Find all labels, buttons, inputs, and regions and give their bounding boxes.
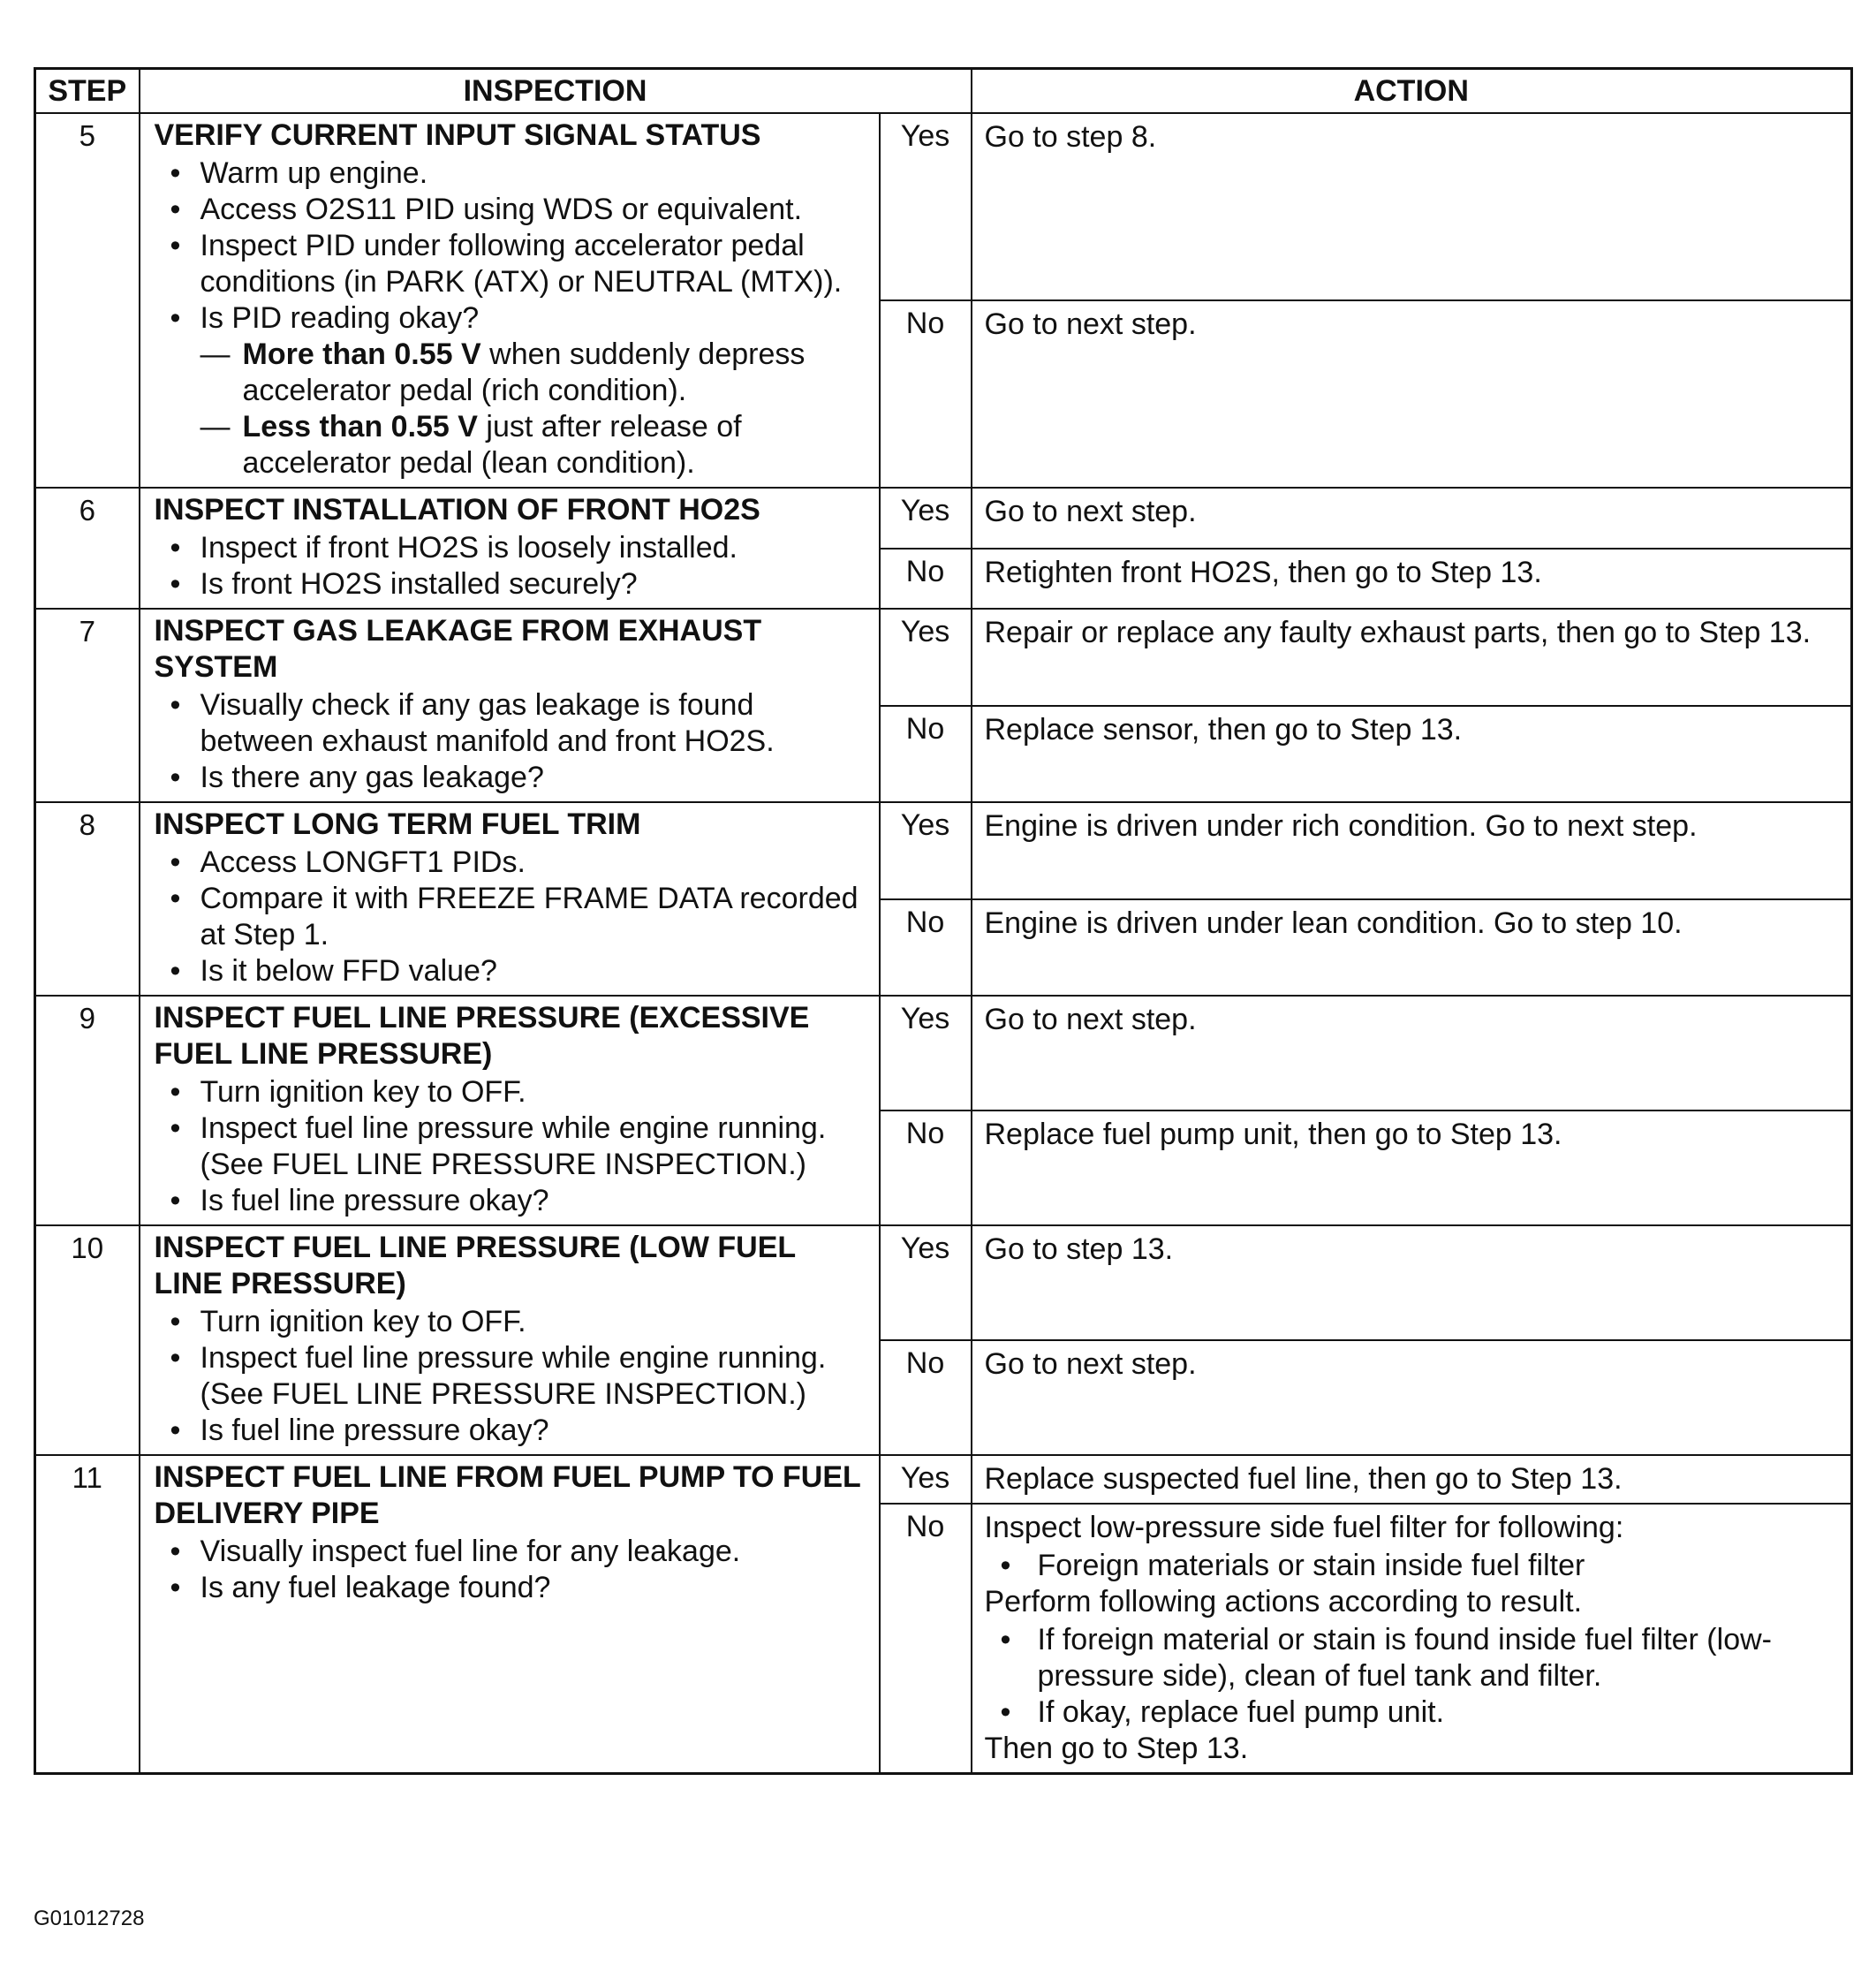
no-action: Retighten front HO2S, then go to Step 13. [972,549,1852,610]
action-list [985,1622,1842,1731]
yes-action: Engine is driven under rich condition. Go to next step. [972,802,1852,899]
yes-label: Yes [880,1455,972,1504]
inspection-cell [140,609,880,802]
yes-label: Yes [880,113,972,300]
yes-action: Go to step 13. [972,1225,1852,1340]
action-line: Inspect low-pressure side fuel filter for following: [984,1511,1624,1544]
step-number: 6 [35,488,140,609]
inspection-bullet: • Inspect if front HO2S is loosely installed. [155,530,872,566]
step-row [35,113,1852,300]
yes-label: Yes [880,488,972,549]
no-action: Go to next step. [972,1340,1852,1455]
inspection-bullet: • Inspect fuel line pressure while engine running. (See FUEL LINE PRESSURE INSPECTION.) [155,1340,872,1413]
inspection-bullet: • Is it below FFD value? [155,953,872,989]
inspection-cell [140,1455,880,1774]
no-label: No [880,1340,972,1455]
inspection-bullet: • Is fuel line pressure okay? [155,1413,872,1449]
condition-item: — More than 0.55 V when suddenly depress accelerator pedal (rich condition). [200,337,806,407]
inspection-bullet: • Turn ignition key to OFF. [155,1304,872,1340]
inspection-bullet: • Warm up engine. [155,155,872,192]
step-number: 5 [35,113,140,488]
condition-text: just after release of accelerator pedal (lean condition). [242,410,742,480]
yes-label: Yes [880,996,972,1110]
inspection-bullet: • Inspect PID under following accelerator pedal conditions (in PARK (ATX) or NEUTRAL (MTX)). [155,228,872,300]
inspection-title: INSPECT FUEL LINE PRESSURE (EXCESSIVE FUEL LINE PRESSURE) [154,1001,810,1071]
inspection-list [155,530,872,603]
no-label: No [880,300,972,488]
yes-action: Replace suspected fuel line, then go to Step 13. [972,1455,1852,1504]
step-row [35,1455,1852,1504]
inspection-title: VERIFY CURRENT INPUT SIGNAL STATUS [154,118,761,152]
figure-id: G01012728 [34,1906,145,1930]
step-number: 8 [35,802,140,996]
inspection-title: INSPECT GAS LEAKAGE FROM EXHAUST SYSTEM [154,614,762,684]
inspection-bullet: • Inspect fuel line pressure while engine running. (See FUEL LINE PRESSURE INSPECTION.) [155,1110,872,1183]
no-action: Go to next step. [972,300,1852,488]
inspection-title: INSPECT FUEL LINE PRESSURE (LOW FUEL LINE PRESSURE) [154,1231,796,1300]
step-row [35,609,1852,706]
yes-label: Yes [880,802,972,899]
inspection-list [155,687,872,796]
condition-value: More than 0.55 V [242,337,481,371]
step-number: 7 [35,609,140,802]
action-bullet: • If okay, replace fuel pump unit. [985,1694,1842,1731]
yes-action: Go to next step. [972,488,1852,549]
no-label: No [880,549,972,610]
inspection-bullet: • Visually check if any gas leakage is found between exhaust manifold and front HO2S. [155,687,872,760]
inspection-bullet: • Is any fuel leakage found? [155,1570,872,1606]
inspection-bullet: • Is front HO2S installed securely? [155,566,872,603]
yes-action: Repair or replace any faulty exhaust parts, then go to Step 13. [972,609,1852,706]
no-action: Replace fuel pump unit, then go to Step 13. [972,1110,1852,1225]
inspection-cell [140,1225,880,1455]
yes-label: Yes [880,1225,972,1340]
inspection-title: INSPECT INSTALLATION OF FRONT HO2S [154,493,760,527]
inspection-bullet: • Is fuel line pressure okay? [155,1183,872,1219]
inspection-list [155,845,872,989]
inspection-bullet: • Visually inspect fuel line for any leakage. [155,1534,872,1570]
action-line: Perform following actions according to result. [984,1585,1583,1618]
inspection-bullet: • Access LONGFT1 PIDs. [155,845,872,881]
inspection-bullet: • Is there any gas leakage? [155,760,872,796]
header-action: ACTION [972,69,1852,114]
step-number: 11 [35,1455,140,1774]
action-line: Then go to Step 13. [984,1732,1249,1765]
inspection-cell [140,488,880,609]
step-row [35,996,1852,1110]
header-inspection: INSPECTION [140,69,972,114]
inspection-cell [140,996,880,1225]
condition-value: Less than 0.55 V [242,410,478,443]
inspection-title: INSPECT LONG TERM FUEL TRIM [154,807,641,841]
step-row [35,802,1852,899]
condition-item: — Less than 0.55 V just after release of accelerator pedal (lean condition). [200,410,742,480]
inspection-list [155,1074,872,1219]
no-label: No [880,899,972,997]
step-number: 10 [35,1225,140,1455]
action-bullet: • Foreign materials or stain inside fuel filter [985,1548,1842,1584]
step-row [35,488,1852,549]
header-row [35,69,1852,114]
inspection-bullet: • Turn ignition key to OFF. [155,1074,872,1110]
inspection-cell [140,113,880,488]
inspection-bullet: • Is PID reading okay? [155,300,872,337]
no-action: Engine is driven under lean condition. Go to step 10. [972,899,1852,997]
diagnostic-table [34,67,1853,1775]
inspection-cell [140,802,880,996]
condition-text: when suddenly depress accelerator pedal (rich condition). [242,337,806,407]
action-bullet: • If foreign material or stain is found inside fuel filter (low-pressure side), clean of fuel tank and filter. [985,1622,1842,1694]
no-action: Replace sensor, then go to Step 13. [972,706,1852,803]
header-step: STEP [35,69,140,114]
inspection-list [155,1304,872,1449]
yes-label: Yes [880,609,972,706]
no-label: No [880,706,972,803]
inspection-title: INSPECT FUEL LINE FROM FUEL PUMP TO FUEL DELIVERY PIPE [154,1460,861,1530]
no-label: No [880,1504,972,1774]
action-list [985,1548,1842,1584]
inspection-list [155,155,872,337]
step-number: 9 [35,996,140,1225]
yes-action: Go to step 8. [972,113,1852,300]
step-row [35,1225,1852,1340]
inspection-list [155,1534,872,1606]
inspection-bullet: • Compare it with FREEZE FRAME DATA recorded at Step 1. [155,881,872,953]
inspection-bullet: • Access O2S11 PID using WDS or equivalent. [155,192,872,228]
yes-action: Go to next step. [972,996,1852,1110]
no-action [972,1504,1852,1774]
no-label: No [880,1110,972,1225]
